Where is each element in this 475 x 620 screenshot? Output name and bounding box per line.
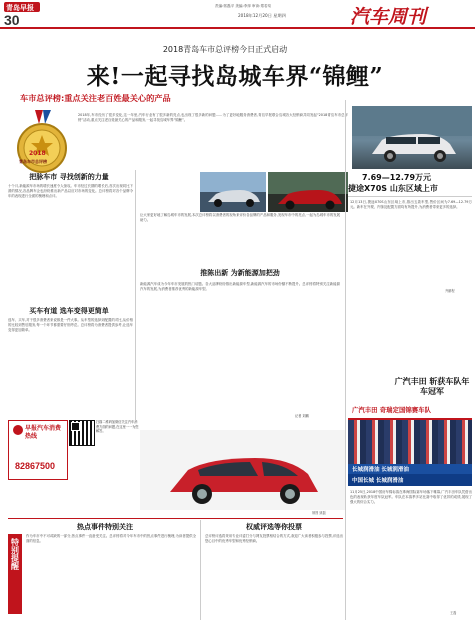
medal	[13, 110, 71, 174]
mid-text1: 让大家更好地了解岛城车市的发展,本次总评榜将以消费者的视角来评价各品牌的产品和服务,发现车市中的亮点,一起为岛城车市的发展助力。	[140, 213, 340, 223]
left-section1-title: 把脉车市 寻找创新的力量	[29, 173, 109, 181]
banner-mid	[348, 464, 472, 474]
bottom-rule	[8, 518, 343, 519]
hotline-number: 82867500	[15, 461, 56, 471]
left-text2: 选车、买车,对于很多消费者来说都是一件大事。从车型的选择到配置的对比,从价格的比较到售后服务,每一个环节都需要仔细考虑。总评榜将为消费者提供参考,让选车变得更加简单。	[8, 318, 133, 333]
crowd	[348, 420, 472, 464]
column-rule	[345, 100, 346, 620]
car-photo-1	[200, 172, 266, 212]
car-image	[268, 172, 348, 212]
news2-signature: 王磊	[450, 611, 457, 615]
banner-text: 长城润滑油 长城润滑油	[352, 467, 409, 473]
masthead-rule	[0, 27, 475, 29]
divider	[348, 196, 472, 197]
column-rule	[135, 170, 136, 420]
logo-text: 青岛早报	[6, 4, 34, 12]
phone-icon	[13, 425, 23, 435]
news1-text: 12月13日,捷途X70S山东区域上市,推出五款车型,售价区间为7.69—12.79万元。新车在外观、内饰及配置方面均有所提升,为消费者带来更多的选择。	[350, 200, 472, 210]
qr-finder	[71, 422, 80, 431]
banner-bottom	[348, 474, 472, 486]
qr-caption: 扫描二维码加微信关注汽车消费方面的问题,在这里一一为您解答。	[96, 420, 139, 434]
banner-text: 广汽丰田 奇瑞定国锦赛车队	[352, 406, 431, 414]
news1-signature: 齐鹏程	[445, 289, 455, 293]
headline: 来!一起寻找岛城车界“锦鲤”	[86, 63, 384, 90]
bottom-left-text: 作为车市中不可或缺的一部分,热点事件一直备受关注。总评榜将对今年车市中的热点事件进行梳理,为读者提供全面的信息。	[26, 534, 196, 544]
date-line: 2018年12月20日 星期四	[238, 13, 286, 18]
mid-text2: 新能源汽车成为今年车市发展的热门话题。各大品牌纷纷推出新能源车型,新能源汽车的市场份额不断提升。总评榜将特别关注新能源汽车的发展,为消费者推荐优秀的新能源车型。	[140, 282, 340, 292]
suv-image	[352, 106, 472, 169]
left-section2-title: 买车有道 选车变得更简单	[29, 307, 109, 315]
bottom-left-title: 热点事件特别关注	[77, 523, 133, 531]
medal-caption: 青岛车市总评榜	[19, 159, 47, 164]
intro-text: 2018年,车市经历了很多变化,这一年里,汽车行业有了很多新的亮点,也出现了很多新的问题……为了更好地服务消费者,青岛早报联合岛城各大经销商共同发起“2018青岛车市总评榜”活动,重点关注老百姓最关心的产品和服务,一起寻找岛城车界“锦鲤”。	[78, 113, 348, 123]
qr-code[interactable]	[70, 421, 94, 445]
section-title: 汽车周刊	[350, 6, 427, 28]
left-text1: 十个月,新能源车市场的增长速度令人惊叹。车市经过长期的增长后,首次出现同比下滑的情况,各品牌车企也纷纷推出新产品以应对市场的变化。总评榜将对各个品牌今年的表现进行全面的梳理和点评。	[8, 184, 133, 199]
hotline-label: 早报汽车消费热线	[25, 425, 62, 440]
bottom-car-photo	[140, 430, 345, 510]
bottom-mid-title: 权威评选等你投票	[246, 523, 302, 531]
car-image	[200, 172, 266, 212]
news2-title: 广汽丰田 斩获车队年车冠军	[394, 377, 470, 396]
race-team-photo	[348, 402, 472, 486]
car-photo-2	[268, 172, 348, 212]
page-number: 30	[4, 12, 20, 28]
special-tag	[8, 534, 22, 614]
banner-top	[348, 402, 472, 420]
column-rule	[200, 520, 201, 620]
medal-year: 2018	[29, 150, 46, 157]
car-ad-photo	[352, 106, 472, 169]
editor-line: 责编:郭磊平 美编:李萍 审读:郑若琰	[215, 4, 272, 8]
ad-model: 捷途X70S 山东区域上市	[348, 184, 438, 193]
special-tag-label: 特别提醒	[10, 538, 20, 570]
subheadline: 车市总评榜:重点关注老百姓最关心的产品	[20, 93, 171, 103]
ad-price: 7.69—12.79万元	[362, 173, 432, 182]
banner-text: 中国长城 长城润滑油	[352, 478, 404, 484]
mid-signature: 记者 刘鹏	[295, 414, 309, 418]
photo-credit: 制图 姚磊	[312, 511, 326, 515]
car-image	[140, 430, 345, 510]
bottom-mid-text: 总评榜评选将采用专业评委打分与网友投票相结合的方式,欢迎广大读者积极参与投票,评选出您心目中的优秀车型和优秀经销商。	[205, 534, 343, 544]
logo	[4, 2, 40, 12]
mid-section-title: 推陈出新 为新能源加把劲	[200, 269, 280, 277]
hotline-box	[8, 420, 68, 480]
masthead	[0, 0, 475, 28]
news2-text: 11月25日,2018中国房车锦标赛在珠海国际赛车场落下帷幕,广汽丰田车队凭借出色的表现斩获年度车队冠军。车队在本赛季多站比赛中取得了优异的成绩,展现了强大的综合实力。	[350, 490, 472, 505]
kicker: 2018青岛车市总评榜今日正式启动	[162, 45, 288, 54]
